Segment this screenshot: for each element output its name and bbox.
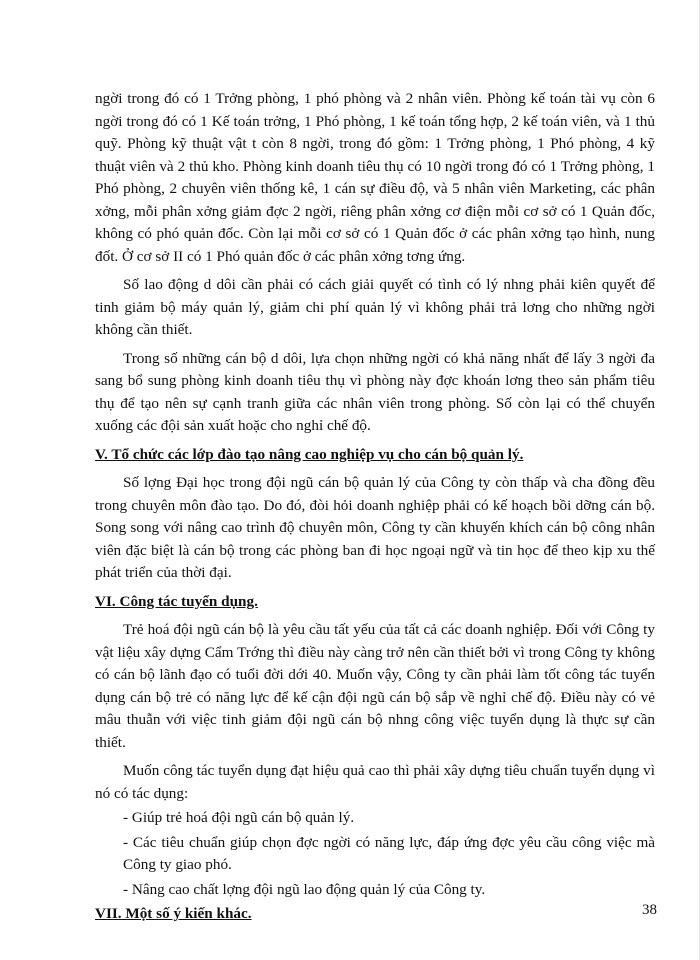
bullet-item: - Giúp trẻ hoá đội ngũ cán bộ quản lý. [123,809,355,826]
bullet-item: - Các tiêu chuẩn giúp chọn đợc ngời có năng lực, đáp ứng đợc yêu cầu công việc mà Công ty giao phó. [123,833,655,873]
paragraph-recruitment-1: Trẻ hoá đội ngũ cán bộ là yêu cầu tất yếu của tất cả các doanh nghiệp. Đối với Công ty vật liệu xây dựng Cẩm Trớng thì điều này càng trở nên cần thiết bởi vì trong Công ty không có cán bộ lãnh đạo có tuổi đời dới 40. Muốn vậy, Công ty cần phải làm tốt công tác tuyển dụng cán bộ trẻ có năng lực để kế cận đội ngũ cán bộ sắp về nghỉ chế độ. Điều này có vẻ mâu thuẫn với việc tinh giảm đội ngũ cán bộ nhng công việc tuyển dụng là thực sự cần thiết. [95,621,655,751]
paragraph-staffing-details: ngời trong đó có 1 Trởng phòng, 1 phó phòng và 2 nhân viên. Phòng kế toán tài vụ còn 6 ngời trong đó có 1 Kế toán trởng, 1 Phó phòng, 1 kế toán tổng hợp, 2 kế toán viên, và 1 thủ quỹ. Phòng kỹ thuật vật t còn 8 ngời, trong đó gồm: 1 Trởng phòng, 1 Phó phòng, 4 kỹ thuật viên và 2 thủ kho. Phòng kinh doanh tiêu thụ có 10 ngời trong đó có 1 Trởng phòng, 1 Phó phòng, 2 chuyên viên thống kê, 1 cán sự điều độ, và 5 nhân viên Marketing, các phân xởng, mỗi phân xởng giảm đợc 2 ngời, riêng phân xởng cơ điện mỗi cơ sở có 1 Quản đốc, không có phó quản đốc. Còn lại mỗi cơ sở có 1 Quản đốc ở các phân xởng tạo hình, nung đốt. Ở cơ sở II có 1 Phó quản đốc ở các phân xởng tơng ứng. [95,90,655,265]
paragraph-recruitment-2: Muốn công tác tuyển dụng đạt hiệu quả cao thì phải xây dựng tiêu chuẩn tuyển dụng vì nó có tác dụng: [95,762,655,802]
paragraph-surplus-labor: Số lao động d dôi cần phải có cách giải quyết có tình có lý nhng phải kiên quyết để tinh giảm bộ máy quản lý, giảm chi phí quản lý vì không phải trả lơng cho những ngời không cần thiết. [95,276,655,338]
section-heading-other-opinions: VII. Một số ý kiến khác. [95,905,252,922]
page-number: 38 [642,902,657,918]
bullet-item: - Nâng cao chất lợng đội ngũ lao động quản lý của Công ty. [123,880,486,898]
paragraph-surplus-reassignment: Trong số những cán bộ d dôi, lựa chọn những ngời có khả năng nhất để lấy 3 ngời đa sang bổ sung phòng kinh doanh tiêu thụ vì phòng này đợc khoán lơng theo sản phẩm tiêu thụ để tạo nên sự cạnh tranh giữa các nhân viên trong phòng. Số còn lại có thể chuyển xuống các đội sản xuất hoặc cho nghỉ chế độ. [95,349,655,434]
section-heading-recruitment: VI. Công tác tuyển dụng. [95,592,258,610]
paragraph-training: Số lợng Đại học trong đội ngũ cán bộ quản lý của Công ty còn thấp và cha đồng đều trong chuyên môn đào tạo. Do đó, đòi hỏi doanh nghiệp phải có kế hoạch bồi dỡng cán bộ. Song song với nâng cao trình độ chuyên môn, Công ty cần khuyến khích cán bộ công nhân viên đặc biệt là cán bộ trong các phòng ban đi học ngoại ngữ và tin học để theo kịp xu thế phát triển của thời đại. [95,474,655,581]
section-heading-training: V. Tổ chức các lớp đào tạo nâng cao nghiệp vụ cho cán bộ quản lý. [95,445,524,463]
page-body [95,88,655,932]
